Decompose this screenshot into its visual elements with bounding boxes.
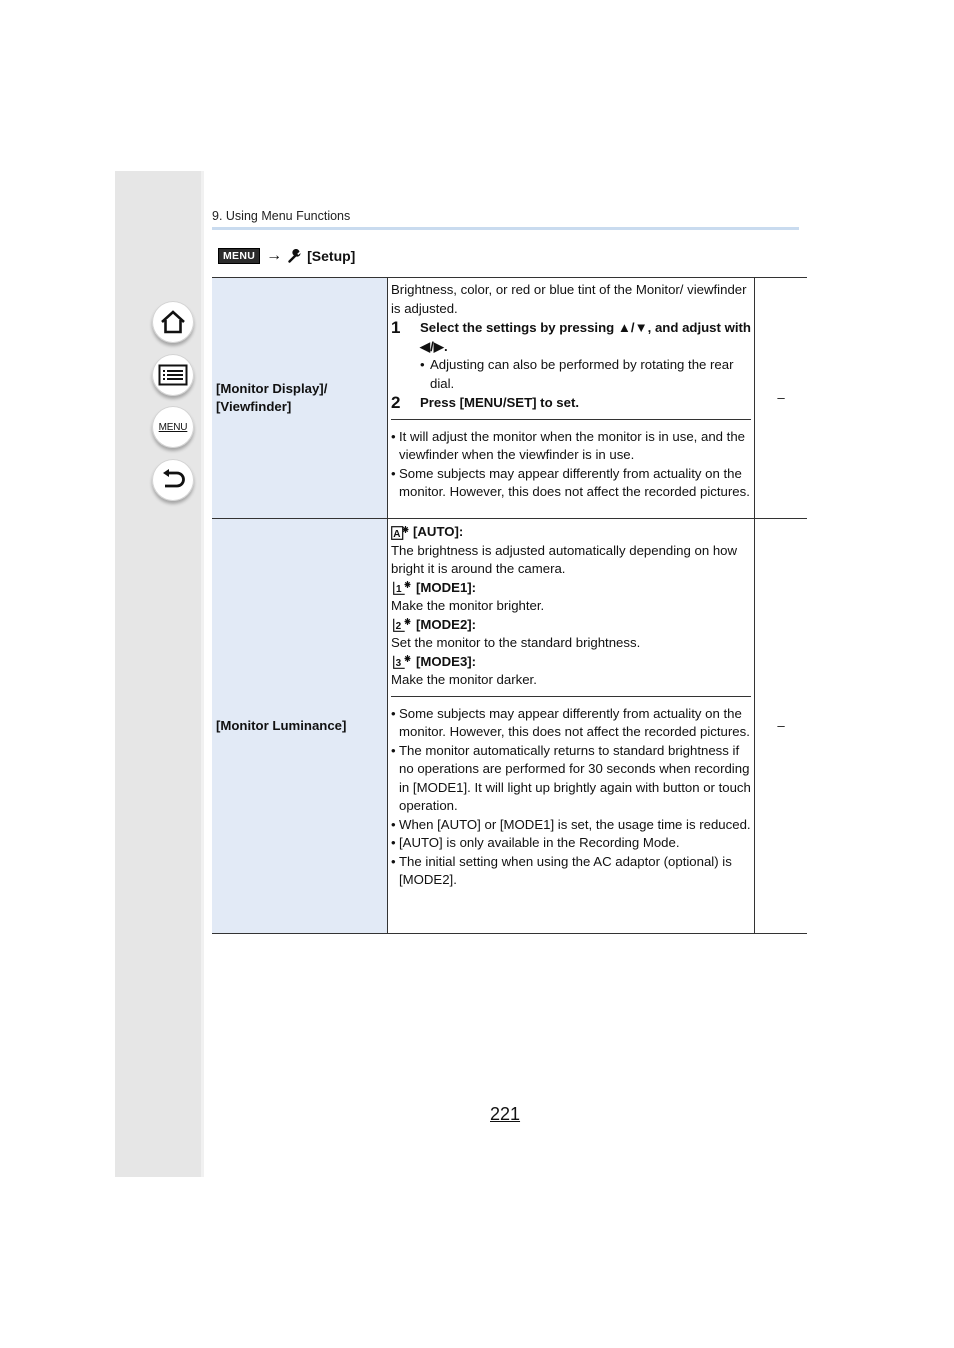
step: 1 Select the settings by pressing ▲/▼, and adjust with ◀/▶. [391,318,751,354]
back-icon [159,468,187,492]
breadcrumb: 9. Using Menu Functions [212,209,351,223]
auto-luminance-icon [391,525,409,540]
menu-icon: MENU [158,421,188,433]
setting-name: [Monitor Luminance] [212,519,388,934]
step: 2 Press [MENU/SET] to set. [391,393,580,412]
mode-description: Set the monitor to the standard brightness. [391,635,641,650]
setting-description [388,278,755,519]
list-item: • The monitor automatically returns to standard brightness if no operations are performed for 30 seconds when recording in [MODE1]. It will light up brightly again with button or touch operation. [391,742,751,813]
back-button[interactable] [152,459,194,501]
mode-heading: A [AUTO]: [391,523,751,542]
setup-menu-title: [Setup] [307,248,356,264]
default-value: – [755,278,808,519]
home-button[interactable] [152,301,194,343]
mode-heading: 3 [MODE3]: [391,653,751,672]
notes [391,419,751,508]
mode-description: Make the monitor darker. [391,672,537,687]
page-number: 221 [490,1104,521,1124]
mode-heading: 1 [MODE1]: [391,579,751,598]
mode3-luminance-icon [393,654,411,669]
list-item: • Some subjects may appear differently from actuality on the monitor. However, this does not affect the recorded pictures. [391,705,750,739]
svg-text:A: A [393,528,401,540]
list-item: • Some subjects may appear differently from actuality on the monitor. However, this does not affect the recorded pictures. [391,465,750,499]
svg-text:1: 1 [396,584,402,596]
menu-badge: MENU [218,248,260,264]
contents-list-button[interactable] [152,354,194,396]
list-item: • When [AUTO] or [MODE1] is set, the usage time is reduced. [391,816,751,832]
table-row [212,278,807,519]
path-arrow: → [266,247,283,264]
default-value: – [755,519,808,934]
mode-heading: 2 [MODE2]: [391,616,751,635]
setting-description [388,519,755,934]
menu-path [218,247,355,265]
intro-text: Brightness, color, or red or blue tint of the Monitor/ viewfinder is adjusted. [391,282,747,316]
mode1-luminance-icon [393,580,411,595]
setup-settings-table [212,277,807,934]
header-rule [212,227,799,230]
list-item: • It will adjust the monitor when the monitor is in use, and the viewfinder when the viewfinder is in use. [391,428,745,462]
svg-text:2: 2 [395,621,402,633]
sub-note: • Adjusting can also be performed by rotating the rear dial. [420,357,734,391]
mode-description: The brightness is adjusted automatically depending on how bright it is around the camera. [391,542,738,576]
notes [391,696,751,896]
home-icon [159,309,187,335]
menu-list-button[interactable] [152,406,194,448]
list-item: • The initial setting when using the AC adaptor (optional) is [MODE2]. [391,853,732,887]
wrench-icon [288,249,302,263]
mode-description: Make the monitor brighter. [391,598,545,613]
list-icon [158,364,188,386]
setting-name: [Monitor Display]/ [Viewfinder] [212,278,388,519]
list-item: • [AUTO] is only available in the Recording Mode. [391,835,680,850]
table-row [212,519,807,934]
svg-text:3: 3 [395,658,402,670]
mode2-luminance-icon [393,617,411,632]
